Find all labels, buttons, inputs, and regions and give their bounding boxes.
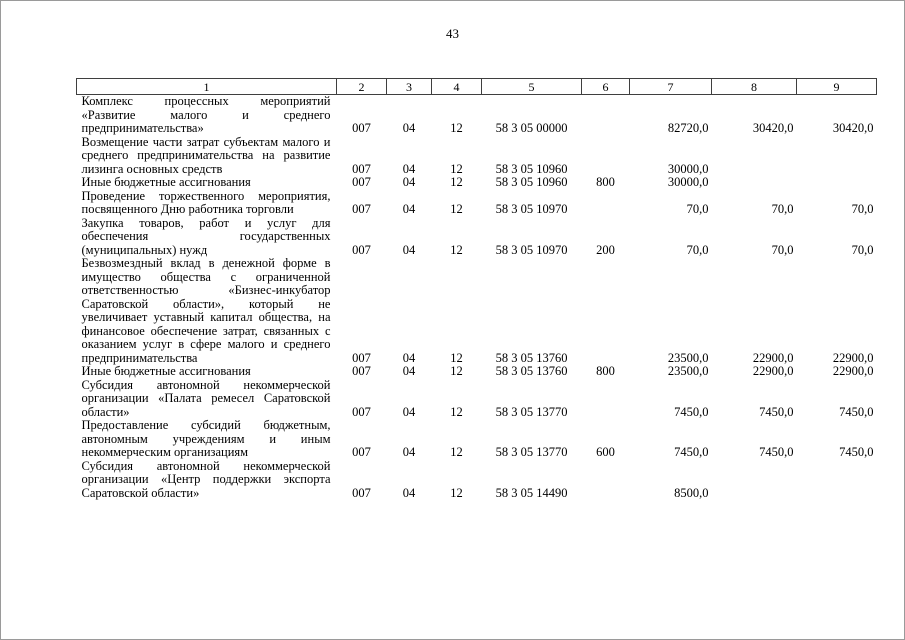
- amount-col9-cell: 30420,0: [832, 121, 874, 135]
- column-header-6: 6: [582, 79, 630, 95]
- amount-col8-cell: 22900,0: [752, 364, 794, 378]
- expense-type-cell: [582, 136, 630, 177]
- target-article-cell: 58 3 05 10970: [495, 242, 568, 257]
- target-article-cell: 58 3 05 10960: [495, 175, 568, 189]
- amount-col7-cell: 8500,0: [674, 485, 709, 500]
- table-row: [77, 379, 877, 420]
- description-cell: Комплекс процессных мероприятий «Развитие малого и среднего предпринимательства»: [81, 94, 331, 135]
- table-header-row: [77, 79, 877, 95]
- description-cell: Проведение торжественного мероприятия, посвященного Дню работника торговли: [81, 188, 331, 216]
- table-row: [77, 460, 877, 501]
- subsection-code-cell: 12: [450, 404, 463, 419]
- amount-col9-cell: [797, 460, 877, 501]
- amount-col7-cell: 70,0: [686, 242, 709, 257]
- description-cell: Закупка товаров, работ и услуг для обеспечения государственных (муниципальных) нужд: [81, 215, 331, 257]
- amount-col7-cell: 82720,0: [667, 121, 709, 135]
- target-article-cell: 58 3 05 13760: [495, 364, 568, 378]
- section-code-cell: 04: [402, 175, 416, 189]
- column-header-5: 5: [482, 79, 582, 95]
- amount-col7-cell: 7450,0: [674, 404, 709, 419]
- grbs-code-cell: 007: [352, 121, 371, 135]
- amount-col8-cell: 30420,0: [752, 121, 794, 135]
- section-code-cell: 04: [402, 485, 416, 500]
- amount-col7-cell: 23500,0: [667, 364, 709, 378]
- amount-col9-cell: [797, 176, 877, 190]
- grbs-code-cell: 007: [352, 485, 371, 500]
- budget-table: [76, 78, 877, 500]
- grbs-code-cell: 007: [352, 202, 371, 216]
- grbs-code-cell: 007: [352, 364, 371, 378]
- expense-type-cell: [582, 257, 630, 365]
- expense-type-cell: [582, 190, 630, 217]
- description-cell: Иные бюджетные ассигнования: [81, 175, 251, 189]
- table-row: [77, 95, 877, 136]
- expense-type-cell: 200: [596, 242, 615, 257]
- expense-type-cell: [582, 95, 630, 136]
- table-row: [77, 257, 877, 365]
- amount-col7-cell: 70,0: [686, 202, 709, 216]
- amount-col7-cell: 30000,0: [667, 175, 709, 189]
- subsection-code-cell: 12: [450, 485, 463, 500]
- table-row: [77, 365, 877, 379]
- amount-col7-cell: 7450,0: [674, 445, 709, 459]
- target-article-cell: 58 3 05 13770: [495, 404, 568, 419]
- table-row: [77, 419, 877, 460]
- target-article-cell: 58 3 05 14490: [495, 485, 568, 500]
- table-row: [77, 136, 877, 177]
- subsection-code-cell: 12: [450, 242, 463, 257]
- subsection-code-cell: 12: [450, 161, 463, 176]
- amount-col9-cell: 70,0: [851, 242, 874, 257]
- target-article-cell: 58 3 05 10970: [495, 202, 568, 216]
- target-article-cell: 58 3 05 13760: [495, 350, 568, 365]
- section-code-cell: 04: [402, 364, 416, 378]
- table-row: [77, 190, 877, 217]
- column-header-9: 9: [797, 79, 877, 95]
- section-code-cell: 04: [402, 404, 416, 419]
- section-code-cell: 04: [402, 121, 416, 135]
- amount-col7-cell: 23500,0: [667, 350, 709, 365]
- amount-col8-cell: 70,0: [771, 242, 794, 257]
- grbs-code-cell: 007: [352, 404, 371, 419]
- expense-type-cell: 800: [596, 175, 615, 189]
- grbs-code-cell: 007: [352, 161, 371, 176]
- description-cell: Субсидия автономной некоммерческой организации «Палата ремесел Саратовской области»: [81, 377, 331, 419]
- amount-col8-cell: 7450,0: [759, 445, 794, 459]
- amount-col8-cell: [712, 460, 797, 501]
- expense-type-cell: 600: [596, 445, 615, 459]
- table-header: [77, 79, 877, 95]
- subsection-code-cell: 12: [450, 445, 463, 459]
- section-code-cell: 04: [402, 202, 416, 216]
- target-article-cell: 58 3 05 13770: [495, 445, 568, 459]
- description-cell: Возмещение части затрат субъектам малого и среднего предпринимательства на развитие лизинга основных средств: [81, 134, 331, 176]
- column-header-3: 3: [387, 79, 432, 95]
- description-cell: Предоставление субсидий бюджетным, автономным учреждениям и иным некоммерческим организациям: [81, 418, 331, 459]
- amount-col8-cell: 70,0: [771, 202, 794, 216]
- grbs-code-cell: 007: [352, 242, 371, 257]
- column-header-1: 1: [77, 79, 337, 95]
- description-cell: Иные бюджетные ассигнования: [81, 364, 251, 378]
- amount-col9-cell: 70,0: [851, 202, 874, 216]
- column-header-8: 8: [712, 79, 797, 95]
- amount-col9-cell: 22900,0: [832, 364, 874, 378]
- section-code-cell: 04: [402, 445, 416, 459]
- subsection-code-cell: 12: [450, 364, 463, 378]
- amount-col9-cell: 7450,0: [839, 445, 874, 459]
- grbs-code-cell: 007: [352, 175, 371, 189]
- amount-col7-cell: 30000,0: [667, 161, 709, 176]
- section-code-cell: 04: [402, 242, 416, 257]
- amount-col9-cell: [797, 136, 877, 177]
- description-cell: Безвозмездный вклад в денежной форме в имущество общества с ограниченной ответственностью «Бизнес-инкубатор Саратовской области», который не увеличивает уставный капитал общества, на финансовое обеспечение затрат, связанных с оказанием услуг в сфере малого и среднего предпринимательства: [81, 256, 331, 365]
- column-header-7: 7: [630, 79, 712, 95]
- expense-type-cell: 800: [596, 364, 615, 378]
- description-cell: Субсидия автономной некоммерческой организации «Центр поддержки экспорта Саратовской области»: [81, 458, 331, 500]
- amount-col9-cell: 22900,0: [832, 350, 874, 365]
- subsection-code-cell: 12: [450, 121, 463, 135]
- table-row: [77, 176, 877, 190]
- grbs-code-cell: 007: [352, 350, 371, 365]
- amount-col9-cell: 7450,0: [839, 404, 874, 419]
- target-article-cell: 58 3 05 10960: [495, 161, 568, 176]
- amount-col8-cell: [712, 136, 797, 177]
- subsection-code-cell: 12: [450, 175, 463, 189]
- table-row: [77, 217, 877, 258]
- subsection-code-cell: 12: [450, 202, 463, 216]
- section-code-cell: 04: [402, 350, 416, 365]
- expense-type-cell: [582, 460, 630, 501]
- column-header-4: 4: [432, 79, 482, 95]
- expense-type-cell: [582, 379, 630, 420]
- section-code-cell: 04: [402, 161, 416, 176]
- subsection-code-cell: 12: [450, 350, 463, 365]
- table-body: [77, 95, 877, 501]
- amount-col8-cell: [712, 176, 797, 190]
- grbs-code-cell: 007: [352, 445, 371, 459]
- column-header-2: 2: [337, 79, 387, 95]
- amount-col8-cell: 22900,0: [752, 350, 794, 365]
- amount-col8-cell: 7450,0: [759, 404, 794, 419]
- target-article-cell: 58 3 05 00000: [495, 121, 568, 135]
- page-number: 43: [446, 26, 459, 41]
